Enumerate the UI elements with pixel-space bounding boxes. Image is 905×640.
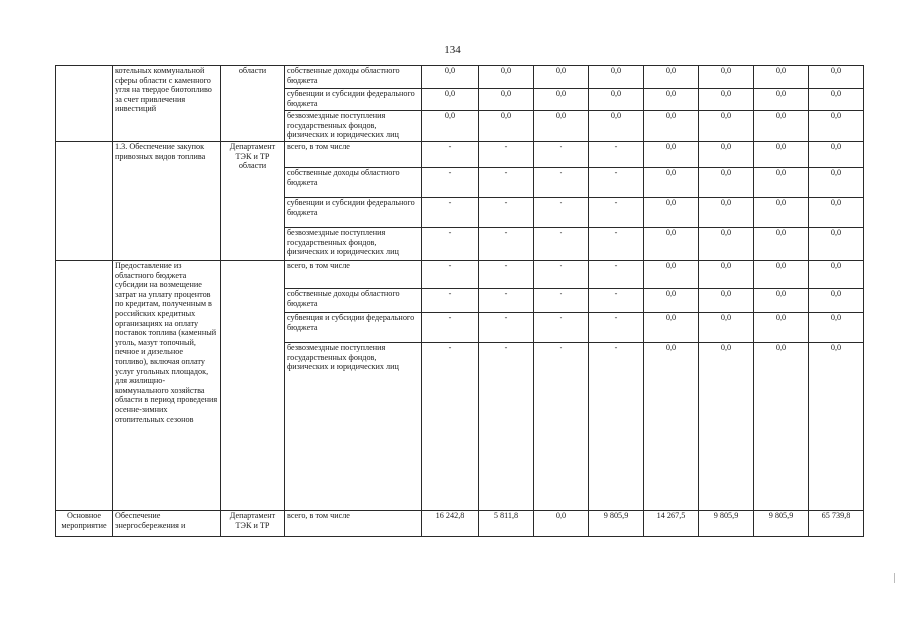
scan-artifact <box>894 573 899 583</box>
value-cell: - <box>534 343 589 511</box>
value-cell: 9 805,9 <box>699 511 754 537</box>
executor-cell: Департамент ТЭК и ТР <box>221 511 285 537</box>
value-cell: - <box>479 168 534 198</box>
value-cell: 0,0 <box>699 66 754 89</box>
value-cell: - <box>589 142 644 168</box>
value-cell: 0,0 <box>754 228 809 261</box>
value-cell: 0,0 <box>479 66 534 89</box>
value-cell: 0,0 <box>699 142 754 168</box>
funding-source-cell: собственные доходы областного бюджета <box>285 66 422 89</box>
value-cell: 0,0 <box>644 198 699 228</box>
value-cell: - <box>534 198 589 228</box>
value-cell: 0,0 <box>644 289 699 313</box>
value-cell: 0,0 <box>534 89 589 111</box>
value-cell: 0,0 <box>644 142 699 168</box>
value-cell: 0,0 <box>644 261 699 289</box>
value-cell: 0,0 <box>534 111 589 142</box>
value-cell: 0,0 <box>589 89 644 111</box>
value-cell: - <box>479 261 534 289</box>
event-name-cell: котельных коммунальной сферы области с каменного угля на твердое биотопливо за счет привлечения инвестиций <box>113 66 221 142</box>
value-cell: - <box>479 198 534 228</box>
value-cell: 0,0 <box>809 289 864 313</box>
funding-source-cell: всего, в том числе <box>285 261 422 289</box>
value-cell: 0,0 <box>644 228 699 261</box>
value-cell: - <box>534 289 589 313</box>
value-cell: - <box>589 198 644 228</box>
value-cell: - <box>534 313 589 343</box>
value-cell: - <box>422 289 479 313</box>
value-cell: - <box>422 198 479 228</box>
event-type-cell <box>56 142 113 261</box>
value-cell: 9 805,9 <box>754 511 809 537</box>
table-row <box>56 511 864 537</box>
value-cell: - <box>479 228 534 261</box>
value-cell: - <box>589 228 644 261</box>
value-cell: - <box>534 142 589 168</box>
value-cell: - <box>422 168 479 198</box>
value-cell: 0,0 <box>809 343 864 511</box>
value-cell: - <box>422 313 479 343</box>
value-cell: - <box>589 313 644 343</box>
value-cell: 0,0 <box>644 168 699 198</box>
executor-cell: Департамент ТЭК и ТР области <box>221 142 285 261</box>
funding-source-cell: субвенции и субсидии федерального бюджета <box>285 198 422 228</box>
value-cell: 0,0 <box>589 111 644 142</box>
value-cell: 0,0 <box>699 313 754 343</box>
budget-table-body <box>56 66 864 537</box>
value-cell: - <box>422 142 479 168</box>
value-cell: - <box>589 261 644 289</box>
value-cell: - <box>479 142 534 168</box>
table-row <box>56 142 864 168</box>
value-cell: - <box>589 343 644 511</box>
value-cell: - <box>589 168 644 198</box>
value-cell: 0,0 <box>644 89 699 111</box>
value-cell: 0,0 <box>809 198 864 228</box>
value-cell: 0,0 <box>754 111 809 142</box>
page-number: 134 <box>444 44 461 56</box>
value-cell: 14 267,5 <box>644 511 699 537</box>
event-name-cell: 1.3. Обеспечение закупок привозных видов топлива <box>113 142 221 261</box>
value-cell: 0,0 <box>644 66 699 89</box>
funding-source-cell: субвенция и субсидии федерального бюджета <box>285 313 422 343</box>
value-cell: - <box>534 168 589 198</box>
budget-table <box>55 65 864 537</box>
value-cell: 0,0 <box>754 289 809 313</box>
executor-cell: области <box>221 66 285 142</box>
value-cell: 9 805,9 <box>589 511 644 537</box>
value-cell: - <box>479 343 534 511</box>
funding-source-cell: безвозмездные поступления государственных фондов, физических и юридических лиц <box>285 111 422 142</box>
value-cell: 0,0 <box>699 89 754 111</box>
value-cell: 0,0 <box>754 313 809 343</box>
value-cell: 0,0 <box>699 228 754 261</box>
value-cell: 0,0 <box>809 168 864 198</box>
funding-source-cell: собственные доходы областного бюджета <box>285 289 422 313</box>
value-cell: 0,0 <box>754 89 809 111</box>
value-cell: 0,0 <box>809 228 864 261</box>
value-cell: - <box>422 261 479 289</box>
value-cell: - <box>589 289 644 313</box>
value-cell: 0,0 <box>699 168 754 198</box>
value-cell: 0,0 <box>754 261 809 289</box>
value-cell: 0,0 <box>534 511 589 537</box>
event-type-cell <box>56 66 113 142</box>
funding-source-cell: собственные доходы областного бюджета <box>285 168 422 198</box>
value-cell: 0,0 <box>422 111 479 142</box>
value-cell: 0,0 <box>479 111 534 142</box>
table-row <box>56 261 864 289</box>
event-type-cell <box>56 261 113 511</box>
value-cell: 0,0 <box>644 343 699 511</box>
value-cell: 0,0 <box>754 343 809 511</box>
value-cell: 0,0 <box>809 66 864 89</box>
executor-cell <box>221 261 285 511</box>
value-cell: 0,0 <box>699 343 754 511</box>
value-cell: 0,0 <box>809 111 864 142</box>
value-cell: 0,0 <box>754 198 809 228</box>
funding-source-cell: субвенции и субсидии федерального бюджета <box>285 89 422 111</box>
funding-source-cell: безвозмездные поступления государственных фондов, физических и юридических лиц <box>285 228 422 261</box>
value-cell: 0,0 <box>754 168 809 198</box>
value-cell: 0,0 <box>589 66 644 89</box>
value-cell: 0,0 <box>809 142 864 168</box>
value-cell: 0,0 <box>422 89 479 111</box>
funding-source-cell: всего, в том числе <box>285 142 422 168</box>
value-cell: 0,0 <box>644 111 699 142</box>
value-cell: - <box>479 289 534 313</box>
value-cell: - <box>422 343 479 511</box>
value-cell: 0,0 <box>809 261 864 289</box>
value-cell: 0,0 <box>754 66 809 89</box>
value-cell: 0,0 <box>809 313 864 343</box>
value-cell: 0,0 <box>699 111 754 142</box>
value-cell: 0,0 <box>699 261 754 289</box>
value-cell: 0,0 <box>479 89 534 111</box>
event-name-cell: Обеспечение энергосбережения и <box>113 511 221 537</box>
funding-source-cell: безвозмездные поступления государственных фондов, физических и юридических лиц <box>285 343 422 511</box>
value-cell: - <box>479 313 534 343</box>
value-cell: 0,0 <box>644 313 699 343</box>
value-cell: - <box>422 228 479 261</box>
event-type-cell: Основное мероприятие <box>56 511 113 537</box>
value-cell: 5 811,8 <box>479 511 534 537</box>
value-cell: 0,0 <box>809 89 864 111</box>
value-cell: - <box>534 261 589 289</box>
funding-source-cell: всего, в том числе <box>285 511 422 537</box>
value-cell: 16 242,8 <box>422 511 479 537</box>
event-name-cell: Предоставление из областного бюджета субсидии на возмещение затрат на уплату процентов по кредитам, полученным в российских кредитных организациях на оплату поставок топлива (каменный уголь, мазут топочный, печное и дизельное топливо), включая оплату услуг угольных площадок, для жилищно-коммунального хозяйства области в период проведения осенне-зимних отопительных сезонов <box>113 261 221 511</box>
table-row <box>56 66 864 89</box>
value-cell: 0,0 <box>534 66 589 89</box>
value-cell: 0,0 <box>754 142 809 168</box>
value-cell: 0,0 <box>422 66 479 89</box>
value-cell: 0,0 <box>699 198 754 228</box>
value-cell: - <box>534 228 589 261</box>
value-cell: 0,0 <box>699 289 754 313</box>
value-cell: 65 739,8 <box>809 511 864 537</box>
